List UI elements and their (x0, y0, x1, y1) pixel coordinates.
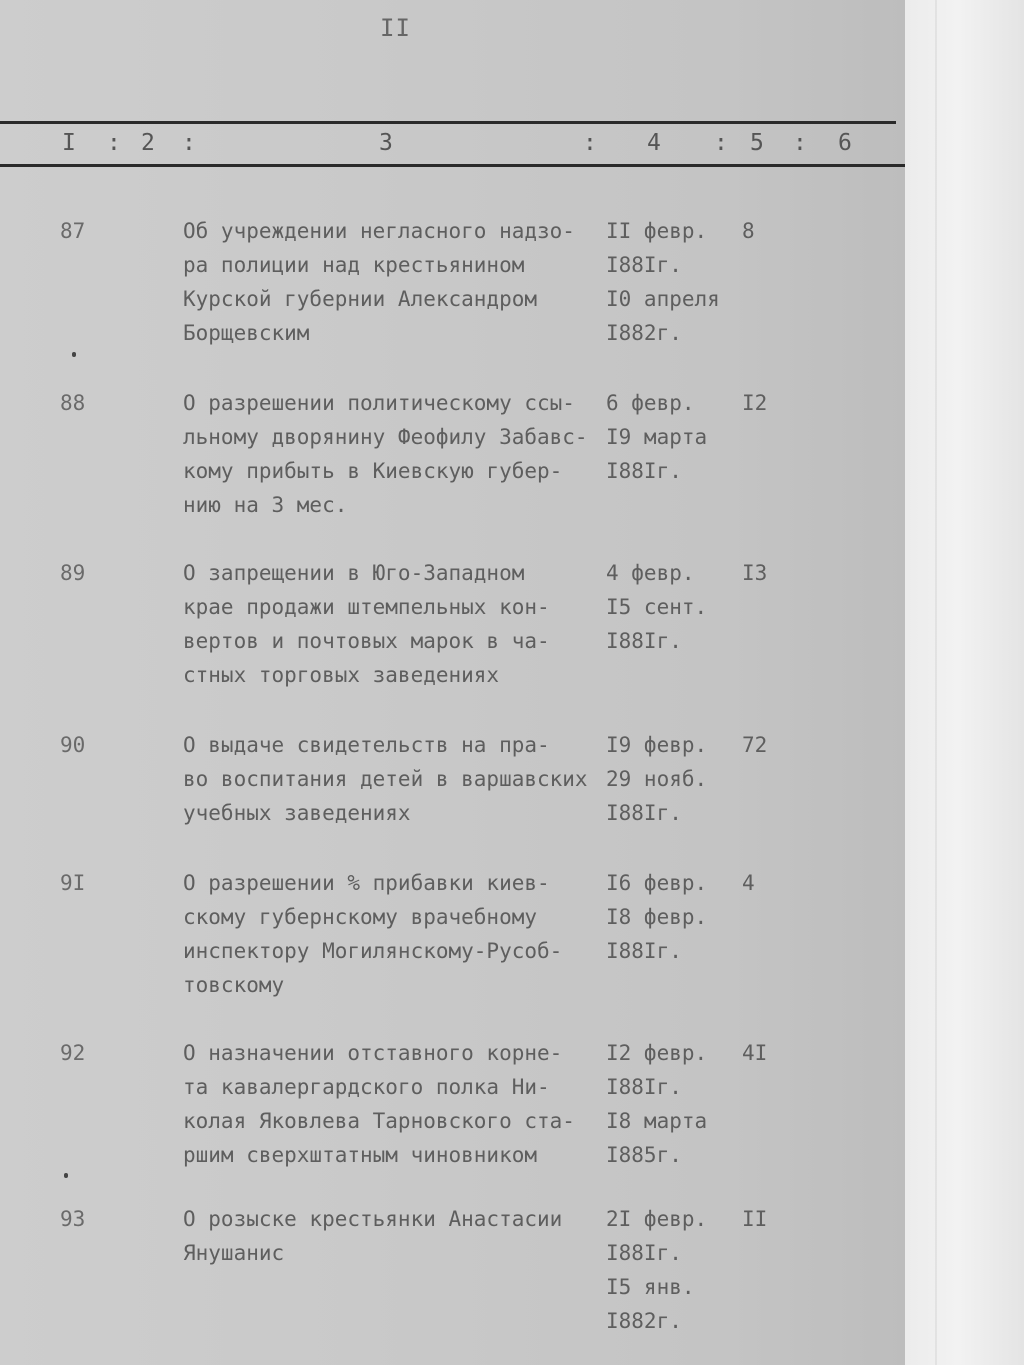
record-number: 92 (60, 1041, 86, 1065)
record-date-line: I8 февр. (606, 905, 708, 929)
record-number: 89 (60, 561, 86, 585)
record-dates (606, 214, 736, 350)
record-date-line: I2 февр. (606, 1041, 708, 1065)
column-header-2: 2 (141, 130, 155, 156)
record-date-line: 6 февр. (606, 391, 695, 415)
record-sheet-count: II (742, 1207, 768, 1231)
record-title: О выдаче свидетельств на пра- во воспитания детей в варшавских учебных заведениях (183, 733, 588, 825)
record-date-line: I5 янв. (606, 1275, 695, 1299)
record-date-line: I0 апреля (606, 287, 720, 311)
column-header-4: 4 (647, 130, 661, 156)
record-date-line: I88Iг. (606, 253, 682, 277)
record-dates (606, 556, 736, 658)
record-date-line: I88Iг. (606, 801, 682, 825)
record-dates (606, 1036, 736, 1172)
column-separator: : (182, 130, 196, 156)
record-date-line: I88Iг. (606, 629, 682, 653)
header-rule-top (0, 121, 896, 124)
record-dates (606, 386, 736, 488)
column-separator: : (714, 130, 728, 156)
record-date-line: 29 нояб. (606, 767, 708, 791)
record-date-line: 2I февр. (606, 1207, 708, 1231)
column-header-6: 6 (838, 130, 852, 156)
column-header-1: I (62, 130, 76, 156)
record-sheet-count: 72 (742, 733, 768, 757)
record-date-line: II февр. (606, 219, 708, 243)
background-paper (905, 0, 1024, 1365)
record-sheet-count: 4I (742, 1041, 768, 1065)
record-date-line: I8 марта (606, 1109, 708, 1133)
record-number: 87 (60, 219, 86, 243)
record-date-line: I88Iг. (606, 1075, 682, 1099)
record-title: О назначении отставного корне- та кавалергардского полка Ни- колая Яковлева Тарновского ста- ршим сверхштатным чиновником (183, 1041, 575, 1167)
header-rule-bottom (0, 164, 905, 167)
record-number: 88 (60, 391, 86, 415)
record-dates (606, 866, 736, 968)
column-separator: : (107, 130, 121, 156)
record-title: О разрешении % прибавки киев- скому губернскому врачебному инспектору Могилянскому-Русоб- товскому (183, 871, 563, 997)
column-header-3: 3 (379, 130, 393, 156)
record-date-line: I5 сент. (606, 595, 708, 619)
record-title: Об учреждении негласного надзо- ра полиции над крестьянином Курской губернии Александром Борщевским (183, 219, 575, 345)
record-dates (606, 1202, 736, 1338)
record-title: О запрещении в Юго-Западном крае продажи штемпельных кон- вертов и почтовых марок в ча- стных торговых заведениях (183, 561, 550, 687)
record-dates (606, 728, 736, 830)
page-number: II (380, 14, 411, 42)
record-date-line: I9 февр. (606, 733, 708, 757)
paper-fold (935, 0, 937, 1365)
record-date-line: I6 февр. (606, 871, 708, 895)
ink-speck (72, 352, 76, 357)
record-sheet-count: 8 (742, 219, 755, 243)
record-sheet-count: I3 (742, 561, 768, 585)
record-date-line: I9 марта (606, 425, 708, 449)
column-separator: : (583, 130, 597, 156)
record-date-line: I882г. (606, 1309, 682, 1333)
record-sheet-count: I2 (742, 391, 768, 415)
record-date-line: I88Iг. (606, 1241, 682, 1265)
record-date-line: I882г. (606, 321, 682, 345)
ink-speck (64, 1173, 68, 1178)
record-title: О розыске крестьянки Анастасии Янушанис (183, 1207, 563, 1265)
record-number: 9I (60, 871, 86, 895)
record-date-line: I88Iг. (606, 459, 682, 483)
record-number: 90 (60, 733, 86, 757)
record-number: 93 (60, 1207, 86, 1231)
record-date-line: I885г. (606, 1143, 682, 1167)
record-title: О разрешении политическому ссы- льному дворянину Феофилу Забавс- кому прибыть в Киевскую губер- нию на 3 мес. (183, 391, 588, 517)
column-separator: : (793, 130, 807, 156)
record-date-line: 4 февр. (606, 561, 695, 585)
record-date-line: I88Iг. (606, 939, 682, 963)
record-sheet-count: 4 (742, 871, 755, 895)
column-header-5: 5 (750, 130, 764, 156)
